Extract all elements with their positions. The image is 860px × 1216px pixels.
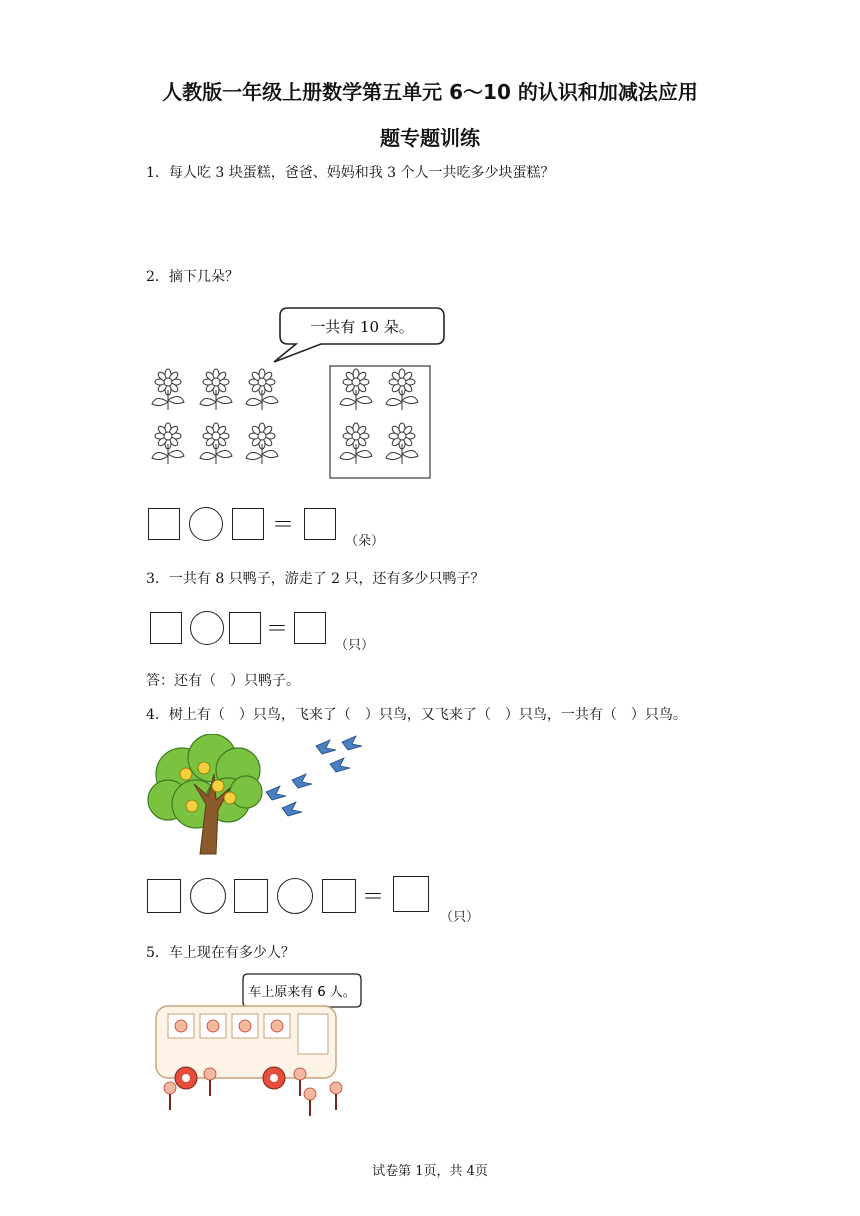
bubble-text-bus: 车上原来有 6 人。 [248,985,356,1000]
answer-box[interactable] [393,876,429,912]
unit-label: （只） [440,910,480,925]
page-title-line-2: 题专题训练 [380,126,480,150]
answer-box[interactable] [294,612,326,644]
flower-icon [152,423,184,464]
page-title-line-1: 人教版一年级上册数学第五单元 6～10 的认识和加减法应用 [162,80,698,104]
bus-illustration [150,970,362,1120]
operator-circle[interactable] [277,878,313,914]
flower-icon [340,369,372,410]
equals-sign: ＝ [362,885,385,910]
flower-icon [386,369,418,410]
operator-circle[interactable] [189,507,223,541]
flower-icon [152,369,184,410]
answer-box[interactable] [322,879,356,913]
question-2: 2．摘下几朵？ [146,269,239,285]
flower-icon [200,423,232,464]
question-1: 1．每人吃 3 块蛋糕，爸爸、妈妈和我 3 个人一共吃多少块蛋糕？ [146,165,555,181]
flower-icon [200,369,232,410]
question-5: 5．车上现在有多少人？ [146,945,295,961]
answer-box[interactable] [232,508,264,540]
page-footer: 试卷第 1页，共 4页 [372,1164,488,1179]
flower-icon [386,423,418,464]
unit-label: （只） [335,638,375,653]
answer-box[interactable] [304,508,336,540]
bubble-text-flowers: 一共有 10 朵。 [310,318,414,336]
flower-icon [246,369,278,410]
answer-box[interactable] [150,612,182,644]
answer-line-q3: 答：还有（ ）只鸭子。 [146,673,300,689]
answer-box[interactable] [147,879,181,913]
flower-icon [246,423,278,464]
flowers-illustration [146,302,446,482]
unit-label: （朵） [345,534,385,549]
operator-circle[interactable] [190,611,224,645]
flower-icon [340,423,372,464]
question-4: 4．树上有（ ）只鸟，飞来了（ ）只鸟，又飞来了（ ）只鸟，一共有（ ）只鸟。 [146,707,687,723]
equals-sign: ＝ [266,617,289,642]
question-3: 3．一共有 8 只鸭子，游走了 2 只，还有多少只鸭子？ [146,571,485,587]
answer-box[interactable] [148,508,180,540]
equals-sign: ＝ [272,513,295,538]
operator-circle[interactable] [190,878,226,914]
tree-and-birds-illustration [146,734,376,856]
answer-box[interactable] [234,879,268,913]
answer-box[interactable] [229,612,261,644]
